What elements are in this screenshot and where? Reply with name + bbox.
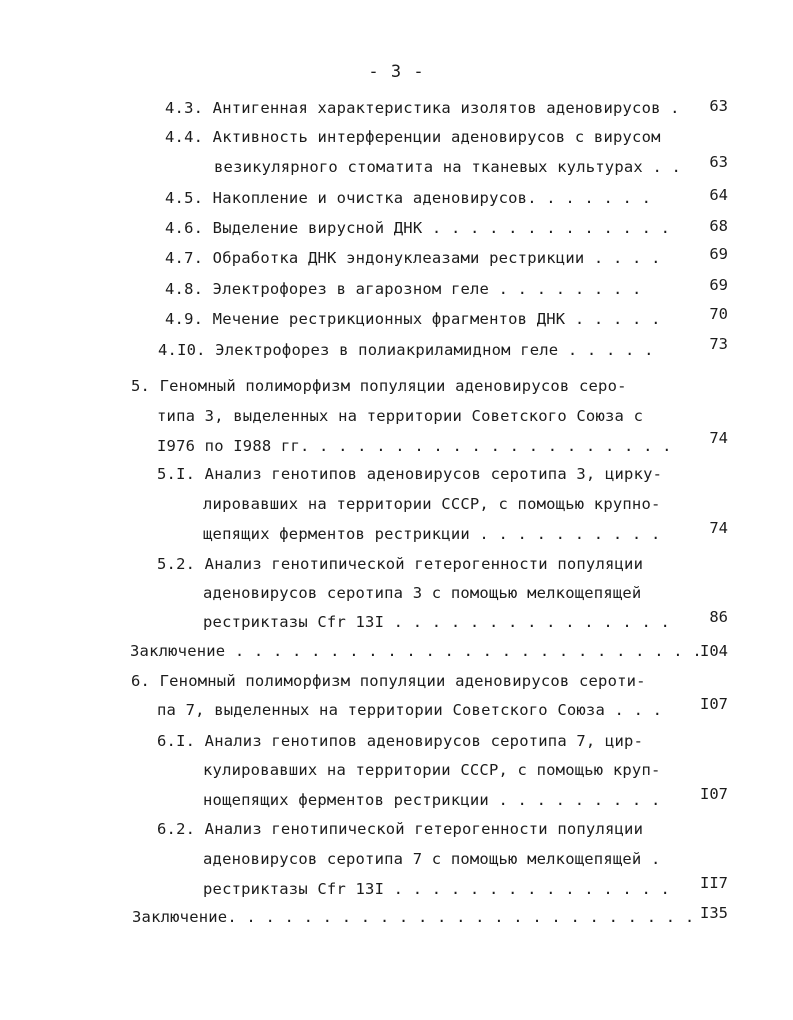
toc-entry-4-5: 4.5. Накопление и очистка аденовирусов. . . . . . . bbox=[165, 189, 652, 207]
toc-entry-6-1-cont2: нощепящих ферментов рестрикции . . . . . . . . . bbox=[203, 791, 661, 809]
toc-page-4-9: 70 bbox=[709, 305, 728, 323]
page-number: - 3 - bbox=[368, 62, 425, 82]
toc-entry-4-3: 4.3. Антигенная характеристика изолятов аденовирусов . bbox=[165, 99, 680, 117]
toc-page-5-1: 74 bbox=[709, 519, 728, 537]
toc-entry-conclusion-6: Заключение. . . . . . . . . . . . . . . . . . . . . . . . . bbox=[132, 908, 695, 926]
toc-entry-5-2-cont1: аденовирусов серотипа 3 с помощью мелкощепящей bbox=[203, 584, 642, 602]
toc-entry-5-1: 5.I. Анализ генотипов аденовирусов серотипа 3, цирку- bbox=[157, 465, 663, 483]
toc-entry-4-7: 4.7. Обработка ДНК эндонуклеазами рестрикции . . . . bbox=[165, 249, 661, 267]
toc-entry-6-1-cont1: кулировавших на территории СССР, с помощью круп- bbox=[203, 761, 661, 779]
toc-page-4-10: 73 bbox=[709, 335, 728, 353]
toc-entry-6-2-cont2: рестриктазы Cfr 13I . . . . . . . . . . . . . . . bbox=[203, 880, 671, 898]
toc-page-conclusion-6: I35 bbox=[700, 904, 728, 922]
toc-entry-5: 5. Геномный полиморфизм популяции аденовирусов серо- bbox=[131, 377, 627, 395]
toc-entry-5-1-cont2: щепящих ферментов рестрикции . . . . . . . . . . bbox=[203, 525, 661, 543]
toc-entry-4-4-cont: везикулярного стоматита на тканевых культурах . . bbox=[214, 158, 682, 176]
toc-page-4-3: 63 bbox=[709, 97, 728, 115]
toc-page-conclusion-5: I04 bbox=[700, 642, 728, 660]
toc-entry-5-1-cont1: лировавших на территории СССР, с помощью крупно- bbox=[203, 495, 661, 513]
toc-page-6-1: I07 bbox=[700, 785, 728, 803]
toc-entry-6-2: 6.2. Анализ генотипической гетерогенности популяции bbox=[157, 820, 644, 838]
toc-entry-6-2-cont1: аденовирусов серотипа 7 с помощью мелкощепящей . bbox=[203, 850, 661, 868]
toc-page-4-8: 69 bbox=[709, 276, 728, 294]
toc-page-5: 74 bbox=[709, 429, 728, 447]
toc-entry-4-6: 4.6. Выделение вирусной ДНК . . . . . . . . . . . . . bbox=[165, 219, 671, 237]
toc-entry-4-9: 4.9. Мечение рестрикционных фрагментов ДНК . . . . . bbox=[165, 310, 661, 328]
toc-entry-4-8: 4.8. Электрофорез в агарозном геле . . . . . . . . bbox=[165, 280, 642, 298]
toc-entry-6: 6. Геномный полиморфизм популяции аденовирусов сероти- bbox=[131, 672, 646, 690]
toc-entry-4-4: 4.4. Активность интерференции аденовирусов с вирусом bbox=[165, 128, 661, 146]
toc-entry-5-cont2: I976 по I988 гг. . . . . . . . . . . . . . . . . . . . bbox=[157, 437, 672, 455]
toc-entry-4-10: 4.I0. Электрофорез в полиакриламидном геле . . . . . bbox=[158, 341, 654, 359]
toc-page-5-2: 86 bbox=[709, 608, 728, 626]
toc-entry-conclusion-5: Заключение . . . . . . . . . . . . . . . . . . . . . . . . . bbox=[130, 642, 702, 660]
toc-page-4-4: 63 bbox=[709, 153, 728, 171]
toc-page-6: I07 bbox=[700, 695, 728, 713]
toc-entry-5-2: 5.2. Анализ генотипической гетерогенности популяции bbox=[157, 555, 644, 573]
toc-page-4-5: 64 bbox=[709, 186, 728, 204]
toc-page-6-2: II7 bbox=[700, 874, 728, 892]
toc-entry-5-cont1: типа 3, выделенных на территории Советского Союза с bbox=[157, 407, 644, 425]
toc-page-4-7: 69 bbox=[709, 245, 728, 263]
toc-entry-5-2-cont2: рестриктазы Cfr 13I . . . . . . . . . . . . . . . bbox=[203, 613, 671, 631]
toc-entry-6-1: 6.I. Анализ генотипов аденовирусов серотипа 7, цир- bbox=[157, 732, 644, 750]
toc-entry-6-cont: па 7, выделенных на территории Советского Союза . . . bbox=[157, 701, 663, 719]
toc-page-4-6: 68 bbox=[709, 217, 728, 235]
